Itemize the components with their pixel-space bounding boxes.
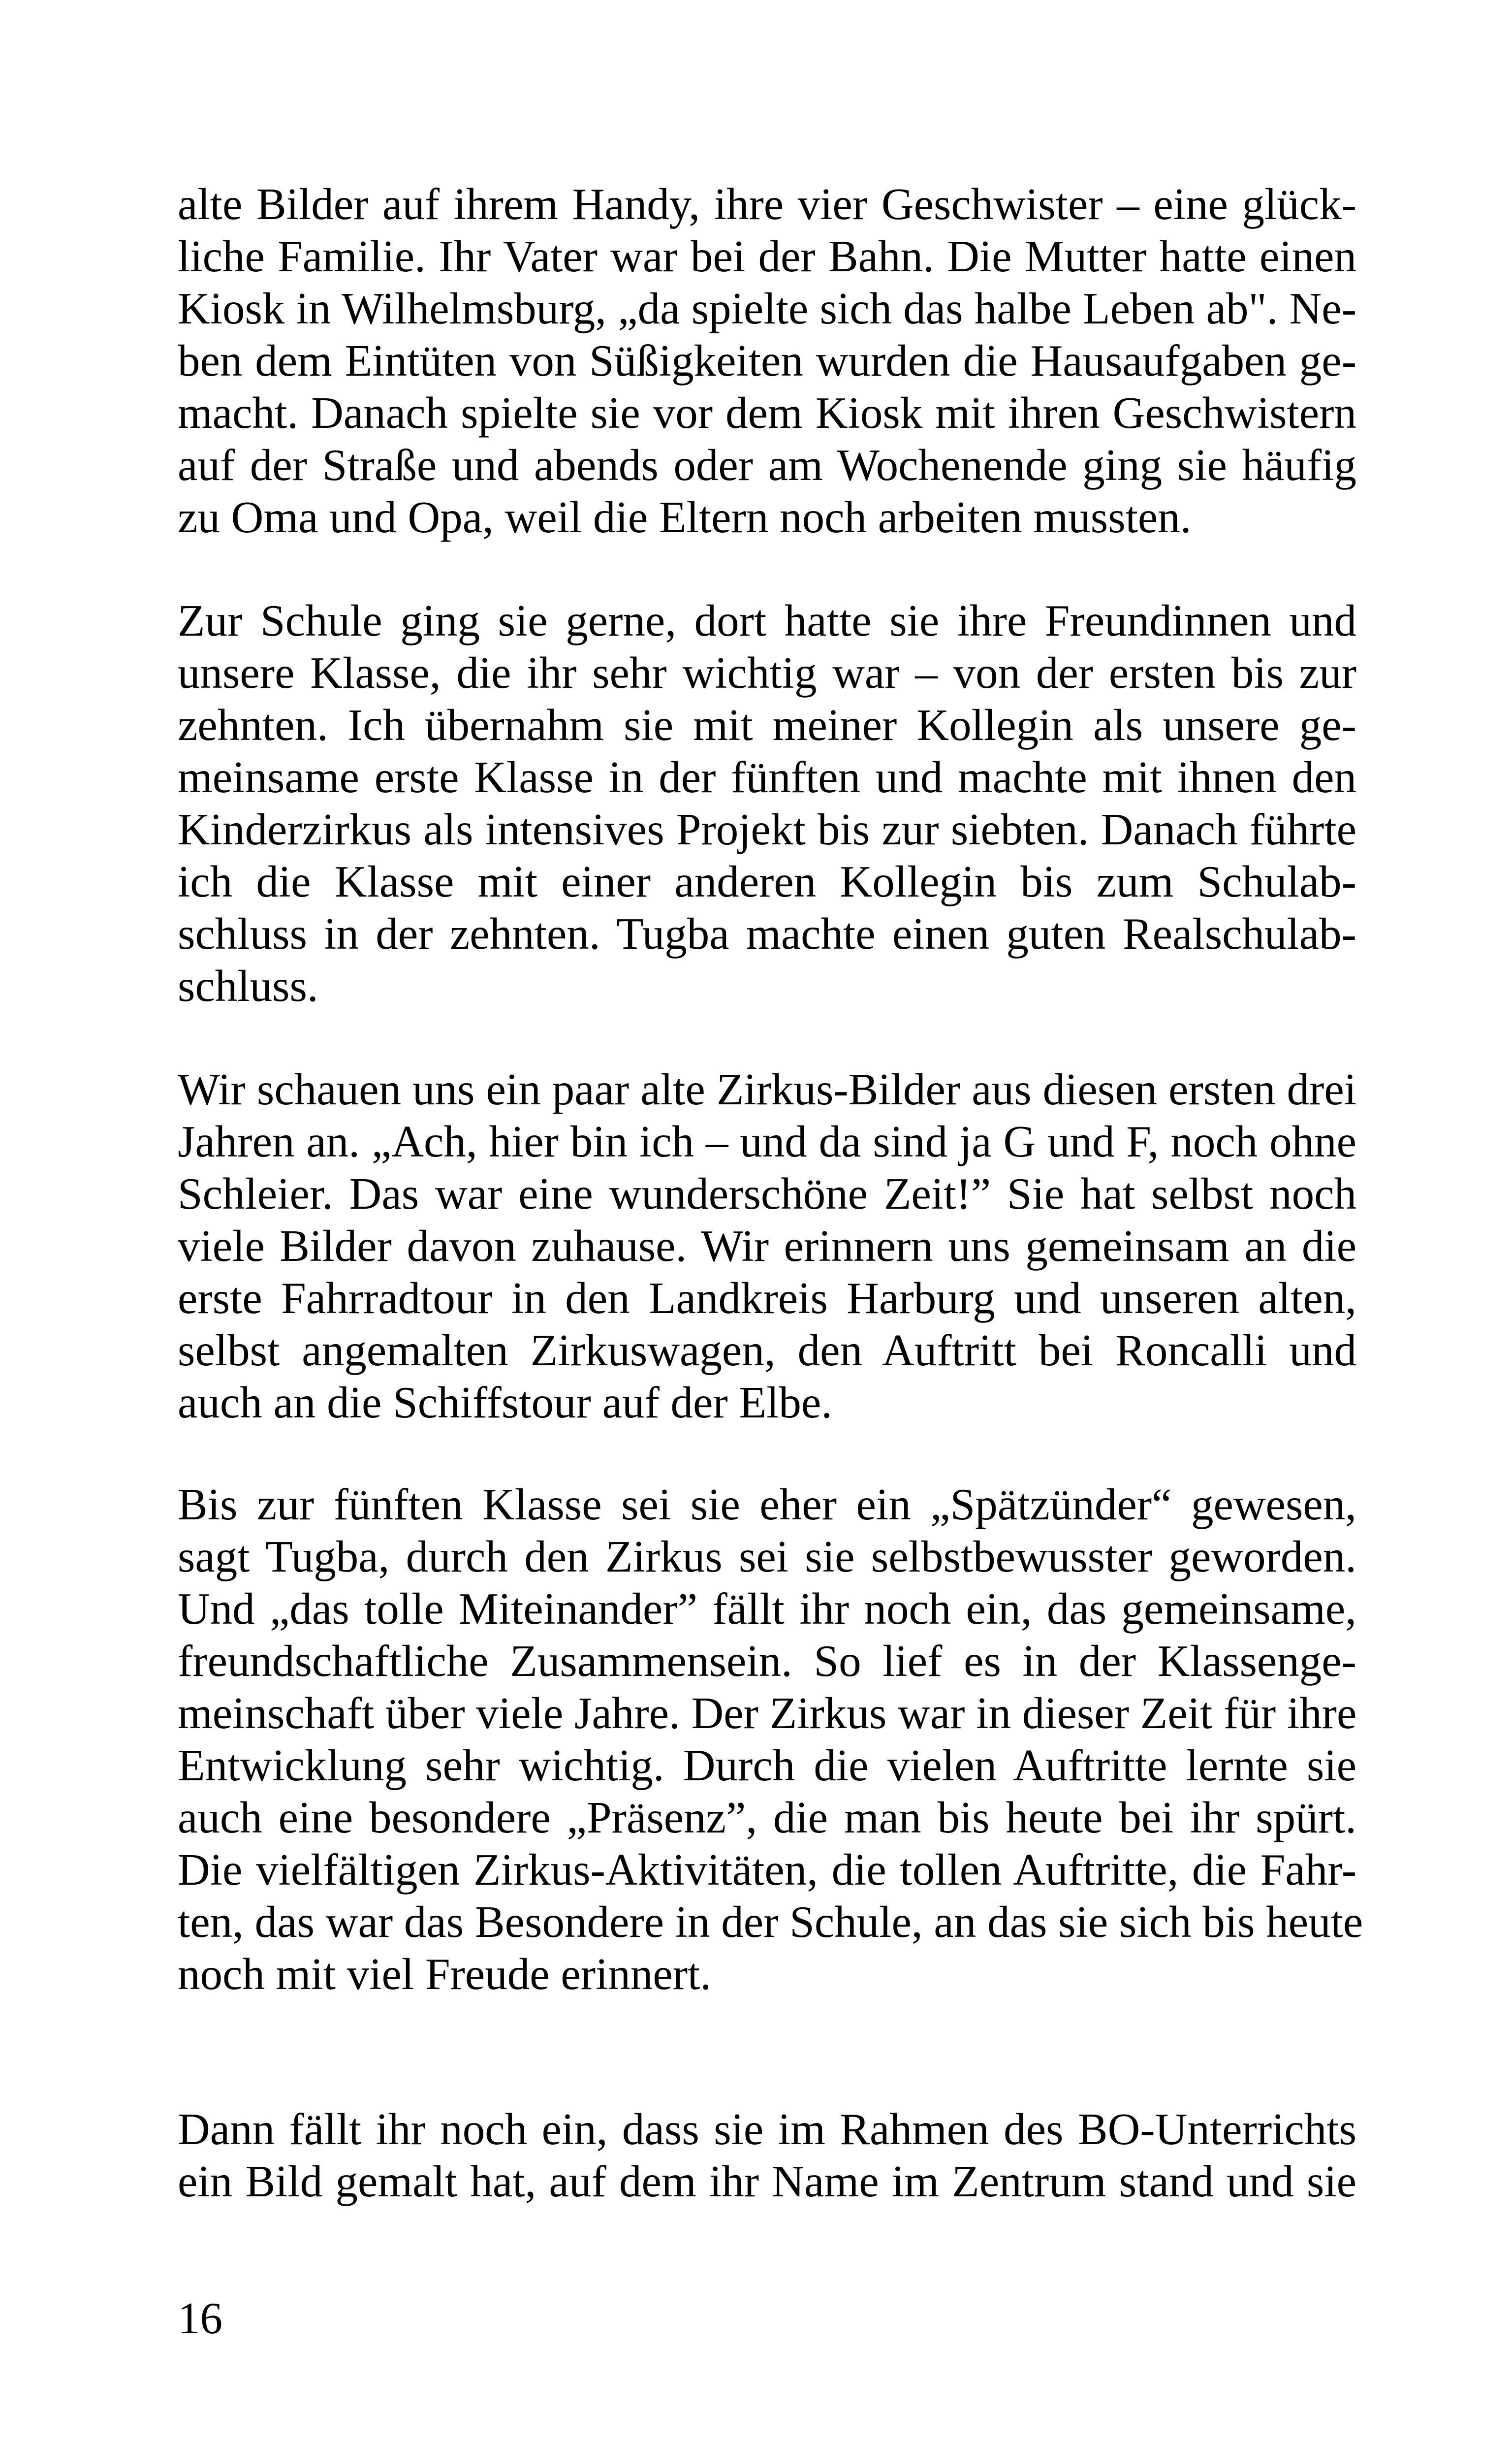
text-line: ich die Klasse mit einer anderen Kollegin bis zum Schulab- xyxy=(178,857,1356,906)
text-line: zehnten. Ich übernahm sie mit meiner Kollegin als unsere ge- xyxy=(178,700,1356,750)
text-line: auch an die Schiffstour auf der Elbe. xyxy=(178,1378,832,1427)
text-line: auch eine besondere „Präsenz”, die man bis heute bei ihr spürt. xyxy=(178,1793,1356,1842)
text-line: unsere Klasse, die ihr sehr wichtig war – von der ersten bis zur xyxy=(178,648,1356,698)
text-line: erste Fahrradtour in den Landkreis Harburg und unseren alten, xyxy=(178,1273,1356,1323)
text-line: viele Bilder davon zuhause. Wir erinnern uns gemeinsam an die xyxy=(178,1221,1356,1271)
text-line: Jahren an. „Ach, hier bin ich – und da sind ja G und F, noch ohne xyxy=(178,1117,1356,1166)
text-line: alte Bilder auf ihrem Handy, ihre vier Geschwister – eine glück- xyxy=(178,179,1356,229)
paragraph-1 xyxy=(178,178,1356,544)
text-line: Entwicklung sehr wichtig. Durch die vielen Auftritte lernte sie xyxy=(178,1740,1356,1790)
paragraph-5 xyxy=(178,2103,1356,2208)
text-line: Bis zur fünften Klasse sei sie eher ein „Spätzünder“ gewesen, xyxy=(178,1479,1356,1529)
text-line: Die vielfältigen Zirkus-Aktivitäten, die tollen Auftritte, die Fahr- xyxy=(178,1845,1356,1895)
text-line: auf der Straße und abends oder am Wochenende ging sie häufig xyxy=(178,440,1356,490)
text-line: ein Bild gemalt hat, auf dem ihr Name im Zentrum stand und sie xyxy=(178,2156,1356,2206)
text-line: Kinderzirkus als intensives Projekt bis zur siebten. Danach führte xyxy=(178,804,1356,854)
text-line: selbst angemalten Zirkuswagen, den Auftritt bei Roncalli und xyxy=(178,1325,1356,1375)
paragraph-3 xyxy=(178,1063,1356,1429)
paragraph-2 xyxy=(178,595,1356,1012)
text-line: sagt Tugba, durch den Zirkus sei sie selbstbewusster geworden. xyxy=(178,1532,1356,1581)
text-line: liche Familie. Ihr Vater war bei der Bahn. Die Mutter hatte einen xyxy=(178,231,1356,281)
text-line: meinsame erste Klasse in der fünften und machte mit ihnen den xyxy=(178,752,1356,802)
page-number: 16 xyxy=(178,2293,222,2343)
text-line: freundschaftliche Zusammensein. So lief es in der Klassenge- xyxy=(178,1636,1356,1686)
text-line: schluss. xyxy=(178,961,318,1011)
text-line: ben dem Eintüten von Süßigkeiten wurden die Hausaufgaben ge- xyxy=(178,336,1356,386)
text-line: Wir schauen uns ein paar alte Zirkus-Bilder aus diesen ersten drei xyxy=(178,1064,1356,1114)
text-line: schluss in der zehnten. Tugba machte einen guten Realschulab- xyxy=(178,909,1356,959)
text-line: zu Oma und Opa, weil die Eltern noch arbeiten mussten. xyxy=(178,492,1192,542)
text-line: ten, das war das Besondere in der Schule, an das sie sich bis heute xyxy=(178,1897,1363,1947)
text-line: noch mit viel Freude erinnert. xyxy=(178,1949,712,1999)
text-line: macht. Danach spielte sie vor dem Kiosk mit ihren Geschwistern xyxy=(178,388,1356,438)
text-line: Und „das tolle Miteinander” fällt ihr noch ein, das gemeinsame, xyxy=(178,1584,1356,1634)
text-line: Schleier. Das war eine wunderschöne Zeit!” Sie hat selbst noch xyxy=(178,1169,1356,1219)
text-line: Kiosk in Wilhelmsburg, „da spielte sich das halbe Leben ab". Ne- xyxy=(178,284,1356,333)
paragraph-4 xyxy=(178,1479,1363,2000)
text-line: Zur Schule ging sie gerne, dort hatte sie ihre Freundinnen und xyxy=(178,596,1356,645)
text-line: Dann fällt ihr noch ein, dass sie im Rahmen des BO-Unterrichts xyxy=(178,2104,1356,2154)
text-line: meinschaft über viele Jahre. Der Zirkus war in dieser Zeit für ihre xyxy=(178,1688,1357,1738)
